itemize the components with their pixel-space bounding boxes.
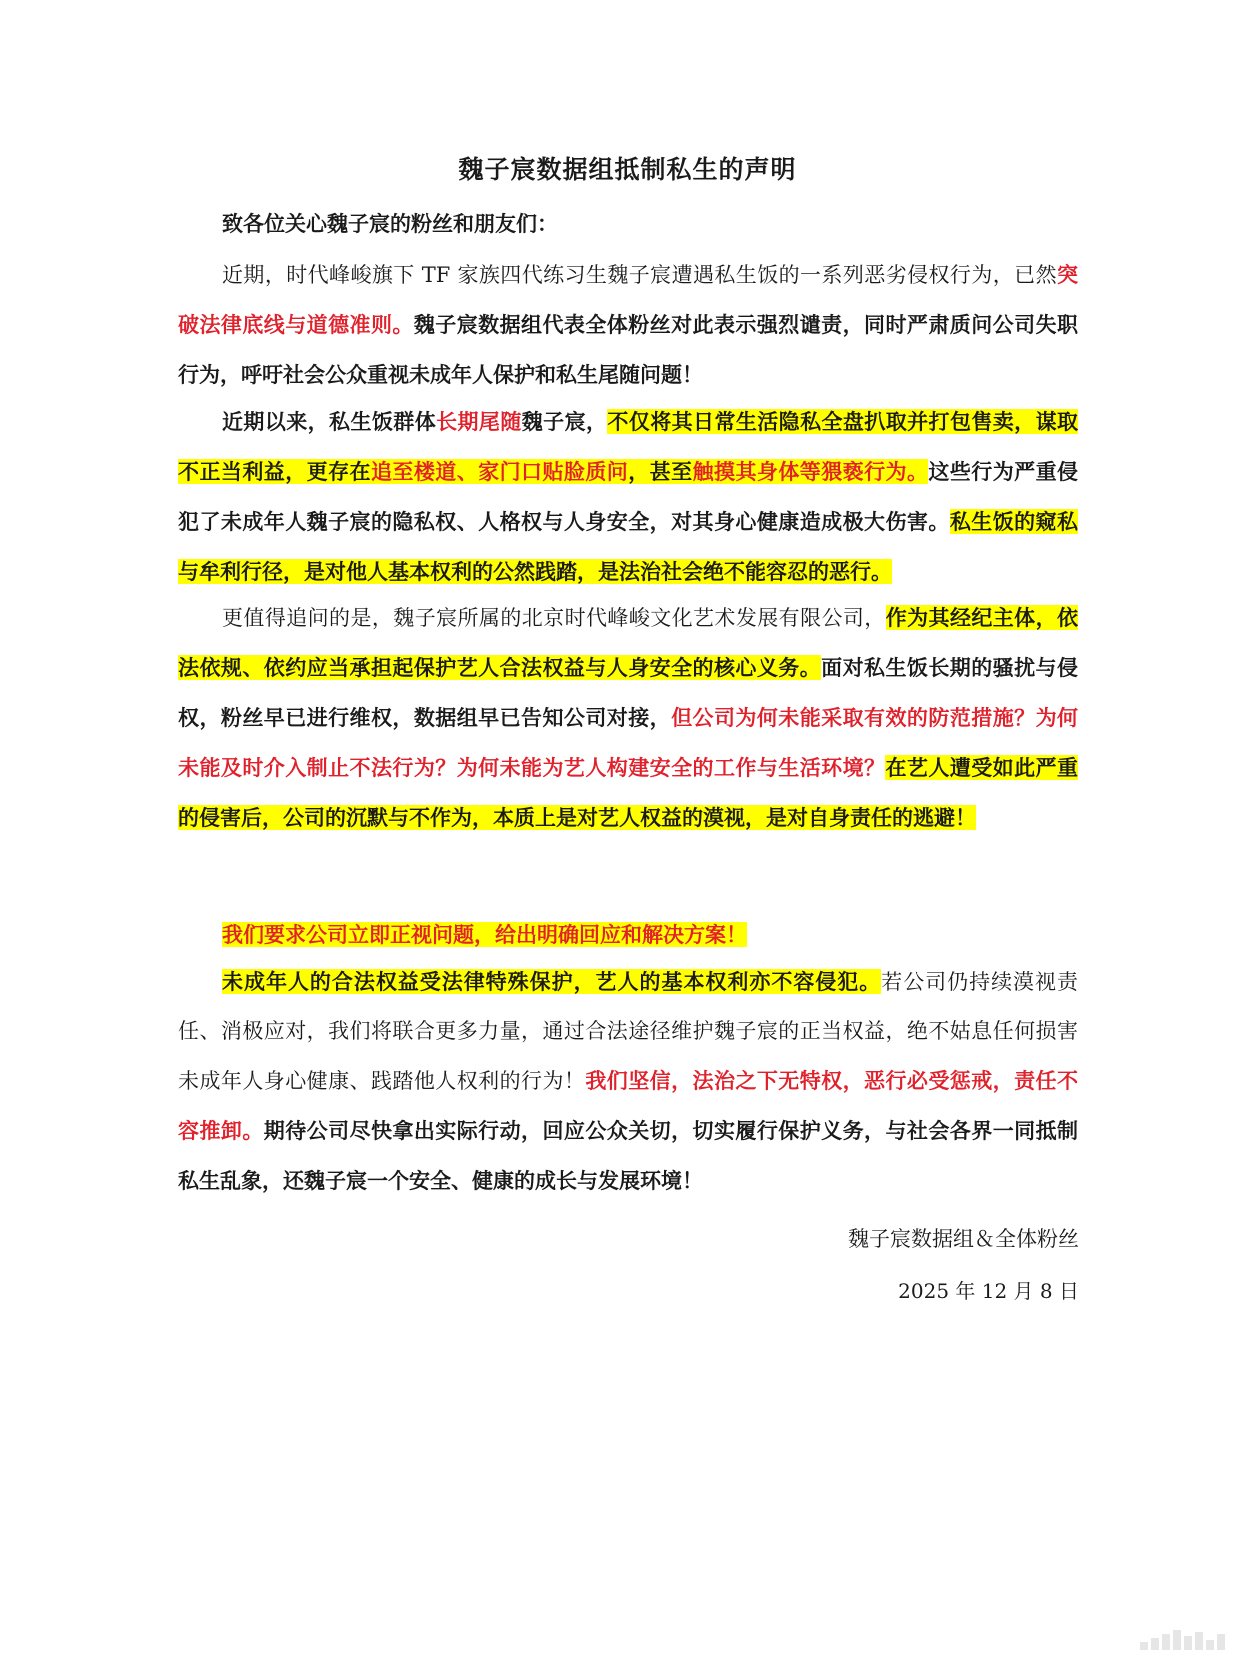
date: 2025 年 12 月 8 日 — [898, 1279, 1079, 1303]
p3-highlight-1: 作为其经纪主体，依法依规、依约应当承担起保护艺人合法权益与人身安全的核心义务。 — [178, 605, 1079, 680]
greeting: 致各位关心魏子宸的粉丝和朋友们： — [222, 211, 558, 236]
p1-bold: 魏子宸数据组代表全体粉丝对此表示强烈谴责，同时严肃质问公司失职行为，呼吁社会公众重视未成年人保护和私生尾随问题！ — [178, 312, 1078, 387]
p3-bold: 面对私生饭长期的骚扰与侵权，粉丝早已进行维权，数据组早已告知公司对接， — [178, 655, 1079, 730]
paragraph-4 — [178, 910, 1078, 960]
p2-bold-lead: 近期以来，私生饭群体 — [222, 409, 437, 434]
paragraph-2 — [178, 397, 1078, 597]
p2-hl-text-2: ，甚至 — [628, 459, 693, 484]
document-title: 魏子宸数据组抵制私生的声明 — [458, 155, 797, 184]
signature: 魏子宸数据组＆全体粉丝 — [848, 1227, 1079, 1251]
p3-highlight-2: 在艺人遭受如此严重的侵害后，公司的沉默与不作为，本质上是对艺人权益的漠视，是对自身责任的逃避！ — [178, 755, 1078, 830]
p5-emphasis: 我们坚信，法治之下无特权，恶行必受惩戒，责任不容推卸。 — [178, 1068, 1079, 1143]
p5-text: 若公司仍持续漠视责任、消极应对，我们将联合更多力量，通过合法途径维护魏子宸的正当权益，绝不姑息任何损害未成年人身心健康、践踏他人权利的行为！ — [178, 970, 1079, 1093]
p2-hl-red-2: 触摸其身体等猥亵行为。 — [692, 459, 929, 484]
p2-bold-2: 魏子宸， — [521, 409, 608, 434]
watermark-bars-icon — [1140, 1630, 1225, 1650]
p2-bold-3: 这些行为严重侵犯了未成年人魏子宸的隐私权、人格权与人身安全，对其身心健康造成极大伤害。 — [178, 459, 1079, 534]
p1-emphasis: 突破法律底线与道德准则。 — [178, 262, 1078, 337]
p2-hl-red-1: 追至楼道、家门口贴脸质问 — [370, 459, 629, 484]
paragraph-3 — [178, 593, 1078, 843]
p3-emphasis: 但公司为何未能采取有效的防范措施？为何未能及时介入制止不法行为？为何未能为艺人构建安全的工作与生活环境？ — [178, 705, 1079, 780]
p5-highlight: 未成年人的合法权益受法律特殊保护，艺人的基本权利亦不容侵犯。 — [222, 969, 882, 994]
p3-text: 更值得追问的是，魏子宸所属的北京时代峰峻文化艺术发展有限公司， — [222, 606, 886, 630]
p2-hl-text-1: 不仅将其日常生活隐私全盘扒取并打包售卖，谋取不正当利益，更存在 — [178, 409, 1079, 484]
p2-highlight-2: 私生饭的窥私与牟利行径，是对他人基本权利的公然践踏，是法治社会绝不能容忍的恶行。 — [178, 509, 1079, 584]
p1-text: 近期，时代峰峻旗下 TF 家族四代练习生魏子宸遭遇私生饭的一系列恶劣侵权行为，已然 — [222, 263, 1057, 287]
paragraph-1 — [178, 250, 1078, 400]
p5-bold: 期待公司尽快拿出实际行动，回应公众关切，切实履行保护义务，与社会各界一同抵制私生乱象，还魏子宸一个安全、健康的成长与发展环境！ — [178, 1118, 1079, 1193]
paragraph-5 — [178, 957, 1078, 1206]
p2-emphasis-1: 长期尾随 — [436, 409, 522, 434]
p4-demand: 我们要求公司立即正视问题，给出明确回应和解决方案！ — [222, 922, 747, 947]
